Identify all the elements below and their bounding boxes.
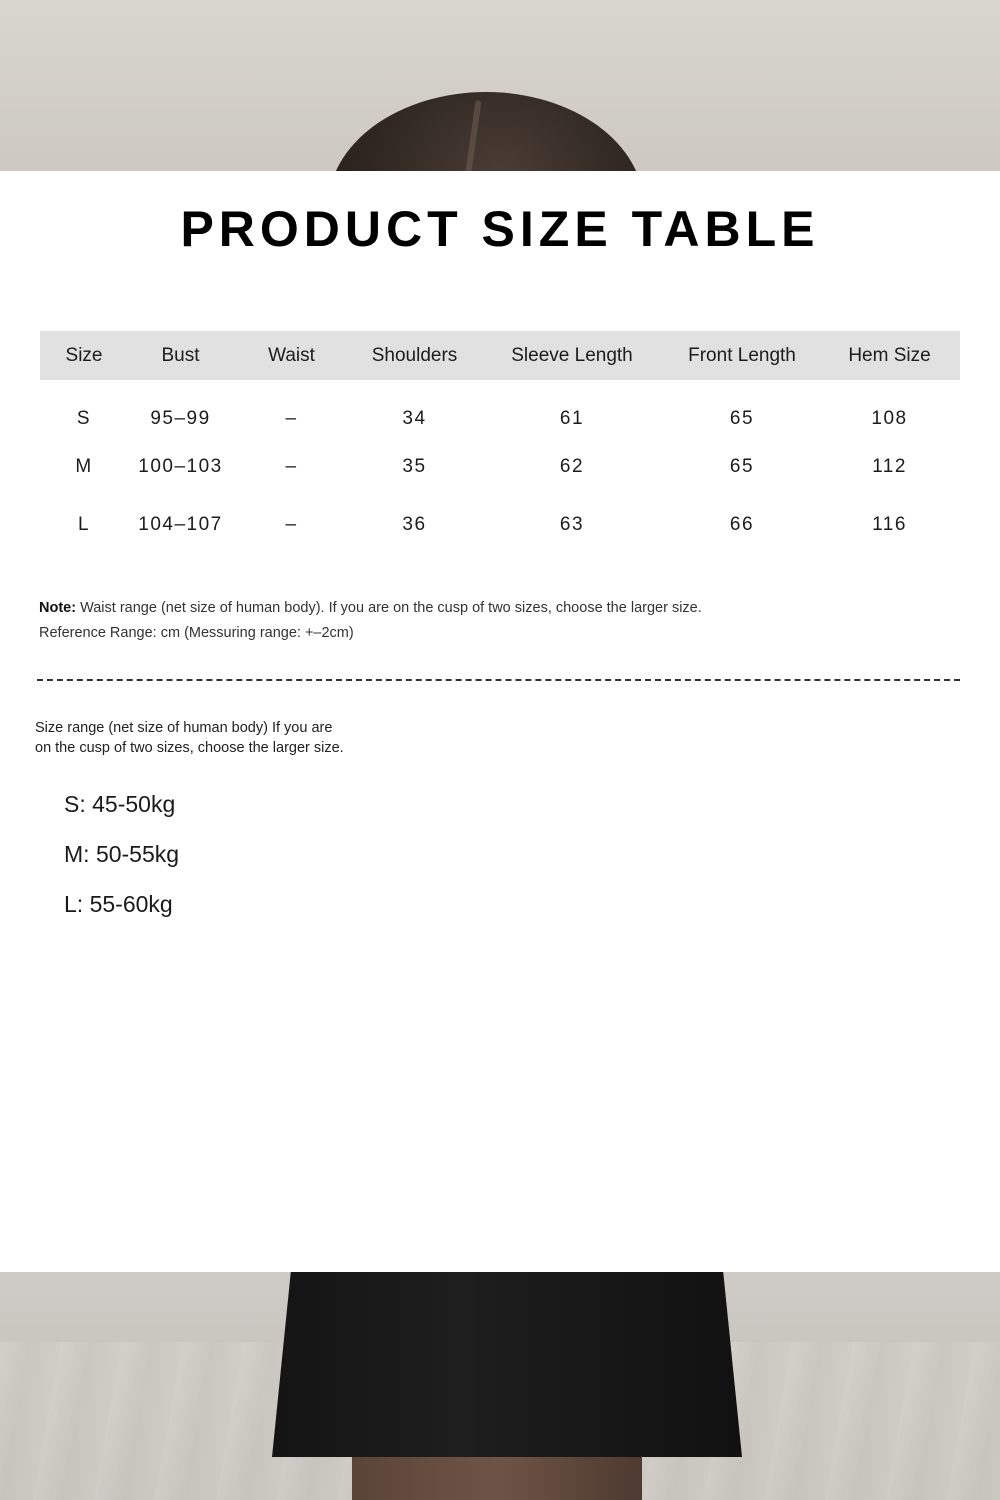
table-row bbox=[40, 496, 960, 554]
size-range-text bbox=[35, 718, 375, 758]
size-range-line-2: on the cusp of two sizes, choose the larger size. bbox=[35, 740, 344, 756]
weight-list bbox=[64, 788, 179, 938]
cell-sleeve-length: 61 bbox=[559, 408, 585, 429]
header-shoulders: Shoulders bbox=[371, 344, 458, 366]
model-skirt bbox=[272, 1272, 742, 1457]
cell-waist: – bbox=[285, 408, 298, 429]
weight-m: M: 50-55kg bbox=[64, 841, 180, 867]
header-bust: Bust bbox=[161, 344, 200, 366]
cell-bust: 100–103 bbox=[138, 456, 223, 477]
cell-hem-size: 108 bbox=[871, 408, 908, 429]
cell-front-length: 65 bbox=[729, 408, 755, 429]
cell-waist: – bbox=[285, 456, 298, 477]
model-legs bbox=[352, 1457, 642, 1500]
cell-shoulders: 36 bbox=[402, 514, 427, 535]
page-title: PRODUCT SIZE TABLE bbox=[180, 201, 820, 257]
cell-sleeve-length: 63 bbox=[559, 514, 585, 535]
top-photo bbox=[0, 0, 1000, 171]
cell-hem-size: 116 bbox=[872, 514, 907, 535]
table-row bbox=[40, 380, 960, 438]
header-waist: Waist bbox=[268, 344, 315, 366]
weight-l: L: 55-60kg bbox=[64, 891, 173, 917]
size-table bbox=[40, 331, 960, 554]
weight-s: S: 45-50kg bbox=[64, 791, 176, 817]
size-range-line-1: Size range (net size of human body) If you are bbox=[35, 720, 333, 736]
model-hair bbox=[328, 92, 644, 171]
dashed-divider bbox=[37, 679, 960, 681]
cell-front-length: 65 bbox=[729, 456, 755, 477]
size-note bbox=[39, 596, 702, 646]
cell-bust: 95–99 bbox=[150, 408, 211, 429]
table-header-row bbox=[40, 331, 960, 380]
cell-size: L bbox=[77, 514, 91, 535]
note-line-1 bbox=[39, 596, 702, 621]
note-text: Waist range (net size of human body). If you are on the cusp of two sizes, choose the larger size. bbox=[76, 600, 702, 616]
cell-hem-size: 112 bbox=[872, 456, 907, 477]
note-label: Note: bbox=[39, 600, 77, 616]
cell-sleeve-length: 62 bbox=[559, 456, 585, 477]
table-row bbox=[40, 438, 960, 496]
cell-shoulders: 35 bbox=[402, 456, 427, 477]
header-size: Size bbox=[65, 344, 103, 366]
header-front-length: Front Length bbox=[688, 344, 796, 366]
note-line-2: Reference Range: cm (Messuring range: +–2cm) bbox=[39, 625, 354, 641]
bottom-photo bbox=[0, 1272, 1000, 1500]
header-sleeve-length: Sleeve Length bbox=[511, 344, 633, 366]
cell-size: M bbox=[75, 456, 93, 477]
cell-bust: 104–107 bbox=[138, 514, 223, 535]
cell-waist: – bbox=[285, 514, 298, 535]
cell-size: S bbox=[76, 408, 92, 429]
cell-front-length: 66 bbox=[729, 514, 755, 535]
header-hem-size: Hem Size bbox=[848, 344, 931, 366]
cell-shoulders: 34 bbox=[402, 408, 427, 429]
